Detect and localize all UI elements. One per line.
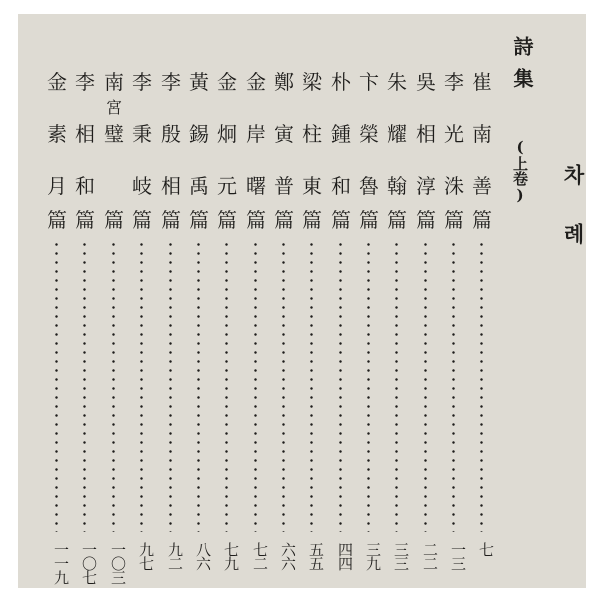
page-number: 九二: [166, 542, 184, 570]
author-char: 相: [161, 174, 181, 198]
author-char: 李: [132, 70, 152, 94]
entry-genre: 篇: [274, 208, 294, 232]
author-char: 淳: [416, 174, 436, 198]
page-number: 三三: [392, 542, 410, 570]
page-number: 九七: [137, 542, 155, 570]
author-char: 崔: [472, 70, 492, 94]
page-number: 二二: [421, 542, 439, 570]
page-number: 八六: [194, 542, 212, 570]
author-char: 吳: [416, 70, 436, 94]
author-char: 洙: [444, 174, 464, 198]
leader-dots: [395, 240, 398, 532]
toc-entry[interactable]: [470, 72, 494, 592]
entry-genre: 篇: [217, 208, 237, 232]
toc-entry[interactable]: [357, 72, 381, 592]
author-char: 鄭: [274, 70, 294, 94]
toc-entry[interactable]: [45, 72, 69, 592]
toc-entry[interactable]: [159, 72, 183, 592]
author-char: 禹: [189, 174, 209, 198]
author-char: 柱: [302, 122, 322, 146]
leader-dots: [452, 240, 455, 532]
entry-genre: 篇: [104, 208, 124, 232]
author-char: 曙: [246, 174, 266, 198]
author-char: 金: [217, 70, 237, 94]
author-char: 素: [47, 122, 67, 146]
page-number: 一〇七: [80, 542, 98, 584]
toc-page: [18, 14, 586, 588]
toc-entry[interactable]: [385, 72, 409, 592]
leader-dots: [197, 240, 200, 532]
author-char: 卞: [359, 70, 379, 94]
author-char: 李: [444, 70, 464, 94]
leader-dots: [480, 240, 483, 532]
author-char: 宮: [105, 98, 122, 117]
author-char: 南: [472, 122, 492, 146]
author-char: 殷: [161, 122, 181, 146]
page-number: 七: [477, 542, 495, 556]
page-number: 一三: [449, 542, 467, 570]
page-number: 四四: [336, 542, 354, 570]
leader-dots: [169, 240, 172, 532]
leader-dots: [424, 240, 427, 532]
entry-genre: 篇: [387, 208, 407, 232]
author-char: 善: [472, 174, 492, 198]
leader-dots: [282, 240, 285, 532]
author-char: 璧: [104, 122, 124, 146]
entry-genre: 篇: [132, 208, 152, 232]
author-char: 錫: [189, 122, 209, 146]
page-number: 三九: [364, 542, 382, 570]
toc-entry[interactable]: [442, 72, 466, 592]
author-char: 相: [75, 122, 95, 146]
author-char: 寅: [274, 122, 294, 146]
author-char: 岸: [246, 122, 266, 146]
leader-dots: [254, 240, 257, 532]
author-char: 相: [416, 122, 436, 146]
page-number: 七二: [251, 542, 269, 570]
page-number: 六六: [279, 542, 297, 570]
page-number: 一一九: [52, 542, 70, 584]
toc-entry[interactable]: [130, 72, 154, 592]
author-char: 耀: [387, 122, 407, 146]
entry-genre: 篇: [416, 208, 436, 232]
leader-dots: [310, 240, 313, 532]
leader-dots: [339, 240, 342, 532]
author-char: 李: [161, 70, 181, 94]
entry-genre: 篇: [359, 208, 379, 232]
author-char: 梁: [302, 70, 322, 94]
toc-entry[interactable]: [244, 72, 268, 592]
author-char: 榮: [359, 122, 379, 146]
toc-entry[interactable]: [73, 72, 97, 592]
author-char: 金: [47, 70, 67, 94]
author-char: 魯: [359, 174, 379, 198]
page-number: 五五: [307, 542, 325, 570]
entry-genre: 篇: [331, 208, 351, 232]
toc-entry[interactable]: [215, 72, 239, 592]
author-char: 光: [444, 122, 464, 146]
author-char: 月: [47, 174, 67, 198]
author-char: 朴: [331, 70, 351, 94]
leader-dots: [55, 240, 58, 532]
author-char: 朱: [387, 70, 407, 94]
toc-entry[interactable]: [187, 72, 211, 592]
author-char: 秉: [132, 122, 152, 146]
author-char: 李: [75, 70, 95, 94]
entry-genre: 篇: [472, 208, 492, 232]
section-title: 詩集: [510, 36, 534, 100]
leader-dots: [83, 240, 86, 532]
section-subtitle: (上卷): [511, 138, 529, 204]
entry-genre: 篇: [161, 208, 181, 232]
entry-genre: 篇: [75, 208, 95, 232]
author-char: 元: [217, 174, 237, 198]
author-char: 東: [302, 174, 322, 198]
page-number: 七九: [222, 542, 240, 570]
author-char: 鍾: [331, 122, 351, 146]
author-char: 普: [274, 174, 294, 198]
leader-dots: [225, 240, 228, 532]
author-char: 黃: [189, 70, 209, 94]
toc-entry[interactable]: [300, 72, 324, 592]
author-char: 岐: [132, 174, 152, 198]
author-char: 金: [246, 70, 266, 94]
toc-title: 차례: [561, 164, 585, 282]
author-char: 炯: [217, 122, 237, 146]
leader-dots: [140, 240, 143, 532]
entry-genre: 篇: [302, 208, 322, 232]
page-number: 一〇三: [109, 542, 127, 584]
toc-entry[interactable]: [272, 72, 296, 592]
entry-genre: 篇: [189, 208, 209, 232]
leader-dots: [112, 240, 115, 532]
author-char: 翰: [387, 174, 407, 198]
entry-genre: 篇: [444, 208, 464, 232]
author-char: 和: [331, 174, 351, 198]
toc-entry[interactable]: [329, 72, 353, 592]
toc-entry[interactable]: [102, 72, 126, 592]
leader-dots: [367, 240, 370, 532]
author-char: 和: [75, 174, 95, 198]
author-char: 南: [104, 70, 124, 94]
toc-entry[interactable]: [414, 72, 438, 592]
entry-genre: 篇: [246, 208, 266, 232]
entry-genre: 篇: [47, 208, 67, 232]
